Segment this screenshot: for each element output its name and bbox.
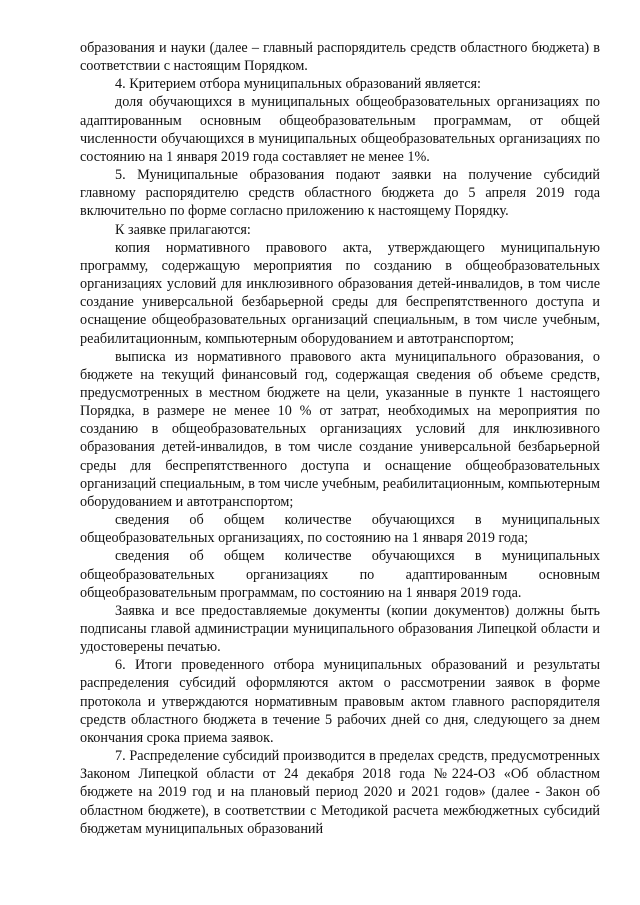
paragraph-attachment-copy: копия нормативного правового акта, утверждающего муниципальную программу, содержащую мероприятия по созданию в общеобразовательных организациях условий для инклюзивного образования детей-инвалидов, в том числе создание универсальной безбарьерной среды для беспрепятственного доступа и оснащение общеобразовательных организаций специальным, в том числе учебным, реабилитационным, компьютерным оборудованием и автотранспортом; [80, 239, 600, 347]
paragraph-attachment-extract: выписка из нормативного правового акта муниципального образования, о бюджете на текущий финансовый год, содержащая сведения об объеме средств, предусмотренных в местном бюджете на цели, указанные в пункте 1 настоящего Порядка, в размере не менее 10 % от затрат, необходимых на мероприятия по созданию в общеобразовательных организациях условий для инклюзивного образования детей-инвалидов, в том числе создание универсальной безбарьерной среды для беспрепятственного доступа и оснащение общеобразовательных организаций специальным, в том числе учебным, реабилитационным, компьютерным оборудованием и автотранспортом; [80, 348, 600, 510]
paragraph-attachments-heading: К заявке прилагаются: [115, 221, 251, 238]
paragraph-item-7: 7. Распределение субсидий производится в пределах средств, предусмотренных Законом Липецкой области от 24 декабря 2018 года №224-ОЗ «Об областном бюджете на 2019 год и на плановый период 2020 и 2021 годов» (далее - Закон об областном бюджете), в соответствии с Методикой расчета межбюджетных субсидий бюджетам муниципальных образований [80, 748, 600, 837]
paragraph-item-4: 4. Критерием отбора муниципальных образований является: [115, 76, 481, 93]
paragraph-attachment-info-adapted: сведения об общем количестве обучающихся в муниципальных общеобразовательных организациях по адаптированным основным общеобразовательным программам, по состоянию на 1 января 2019 года. [80, 548, 600, 601]
paragraph-signature-requirement: Заявка и все предоставляемые документы (копии документов) должны быть подписаны главой администрации муниципального образования Липецкой области и удостоверены печатью. [80, 602, 600, 656]
document-body [80, 39, 600, 838]
paragraph-item-5: 5. Муниципальные образования подают заявки на получение субсидий главному распорядителю средств областного бюджета до 5 апреля 2019 года включительно по форме согласно приложению к настоящему Порядку. [80, 167, 600, 220]
paragraph-item-6: 6. Итоги проведенного отбора муниципальных образований и результаты распределения субсидий оформляются актом о рассмотрении заявок в форме протокола и утверждаются нормативным правовым актом главного распорядителя средств областного бюджета в течение 5 рабочих дней со дня, следующего за днем окончания срока приема заявок. [80, 657, 600, 746]
paragraph-attachment-info-total: сведения об общем количестве обучающихся в муниципальных общеобразовательных организациях, по состоянию на 1 января 2019 года; [80, 512, 600, 547]
paragraph-continuation: образования и науки (далее – главный распорядитель средств областного бюджета) в соответствии с настоящим Порядком. [80, 40, 600, 75]
paragraph-criterion: доля обучающихся в муниципальных общеобразовательных организациях по адаптированным основным общеобразовательным программам, от общей численности обучающихся в муниципальных общеобразовательных организациях по состоянию на 1 января 2019 года составляет не менее 1%. [80, 94, 600, 165]
